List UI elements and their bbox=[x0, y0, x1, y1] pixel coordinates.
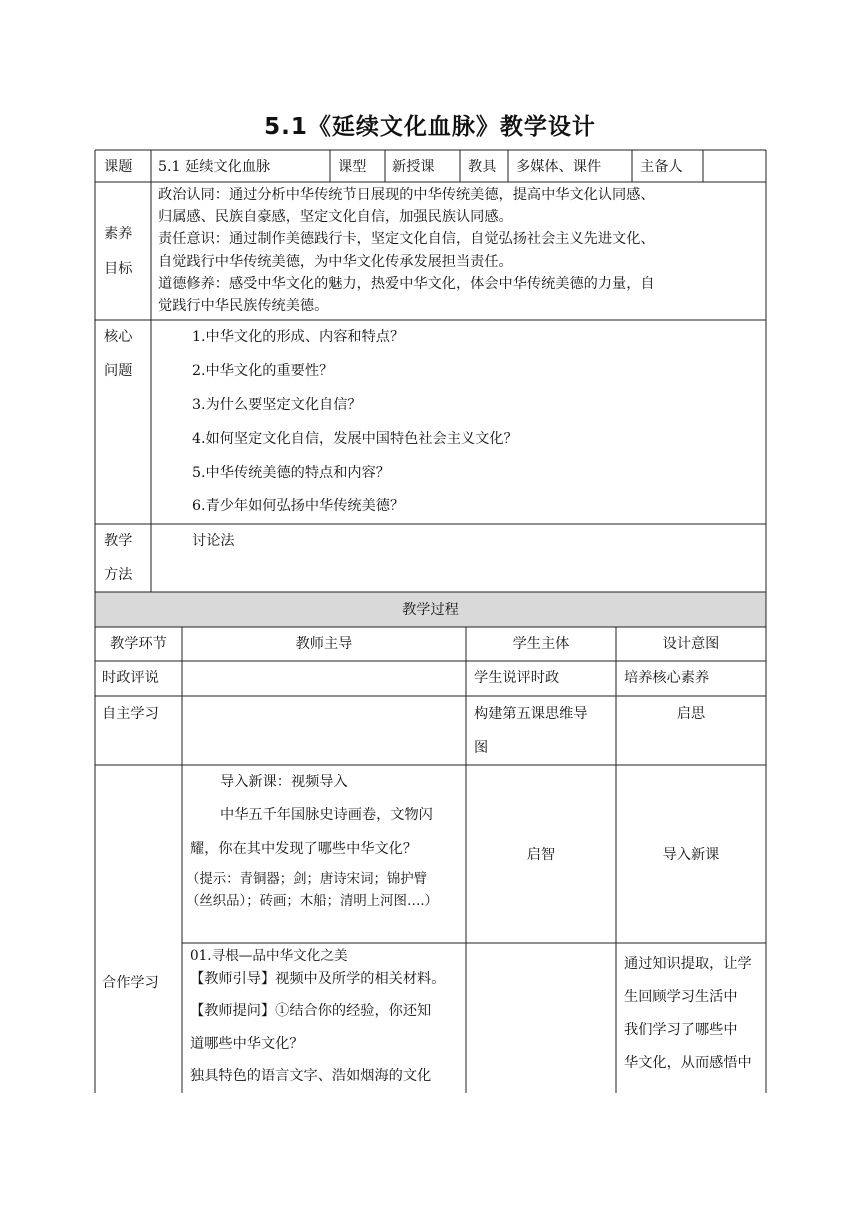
teacher-text-line: 道哪些中华文化？ bbox=[190, 1036, 304, 1052]
core-question: 4.如何坚定文化自信，发展中国特色社会主义文化？ bbox=[192, 431, 518, 447]
core-label-1: 核心 bbox=[104, 329, 133, 345]
teacher-text-line: 独具特色的语言文字、浩如烟海的文化 bbox=[190, 1068, 432, 1084]
table-row-student: 图 bbox=[474, 740, 489, 756]
topic-label: 课题 bbox=[104, 159, 133, 175]
teacher-text-line: （丝织品）；砖画；木船；清明上河图….） bbox=[186, 894, 438, 909]
author-label: 主备人 bbox=[640, 159, 683, 175]
method-value: 讨论法 bbox=[192, 533, 235, 549]
teacher-text-line: 中华五千年国脉史诗画卷，文物闪 bbox=[220, 807, 433, 823]
table-row-stage: 时政评说 bbox=[102, 670, 159, 686]
table-row-stage: 自主学习 bbox=[102, 706, 159, 722]
teacher-text-line: 【教师提问】①结合你的经验，你还知 bbox=[190, 1003, 432, 1019]
table-row-student: 学生说评时政 bbox=[474, 670, 560, 686]
table-row-student: 构建第五课思维导 bbox=[474, 706, 588, 722]
page-title: 5.1《延续文化血脉》教学设计 bbox=[264, 114, 596, 140]
column-header-teacher: 教师主导 bbox=[295, 636, 353, 652]
method-label-1: 教学 bbox=[104, 533, 133, 549]
core-question: 5.中华传统美德的特点和内容？ bbox=[192, 465, 390, 481]
teacher-text-line: 【教师引导】视频中及所学的相关材料。 bbox=[190, 971, 446, 987]
design-intent-line: 华文化，从而感悟中 bbox=[624, 1055, 752, 1071]
student-activity: 启智 bbox=[526, 847, 556, 863]
literacy-label-2: 目标 bbox=[104, 261, 133, 277]
literacy-line: 道德修养：感受中华文化的魅力，热爱中华文化，体会中华传统美德的力量，自 bbox=[158, 276, 655, 292]
core-question: 1.中华文化的形成、内容和特点？ bbox=[192, 329, 405, 345]
table-row-stage: 合作学习 bbox=[102, 975, 159, 991]
teaching-tools-value: 多媒体、课件 bbox=[516, 159, 602, 175]
table-row-intent: 启思 bbox=[676, 706, 706, 722]
design-intent-line: 生回顾学习生活中 bbox=[624, 989, 738, 1005]
teaching-tools-label: 教具 bbox=[468, 159, 497, 175]
column-header-stage: 教学环节 bbox=[110, 636, 167, 652]
table-row-intent: 培养核心素养 bbox=[624, 670, 710, 686]
literacy-line: 政治认同：通过分析中华传统节日展现的中华传统美德，提高中华文化认同感、 bbox=[158, 187, 655, 203]
method-label-2: 方法 bbox=[104, 567, 133, 583]
design-intent-line: 通过知识提取，让学 bbox=[624, 956, 752, 972]
teacher-text-line: 导入新课：视频导入 bbox=[220, 774, 348, 790]
process-header: 教学过程 bbox=[402, 602, 459, 618]
literacy-line: 自觉践行中华传统美德，为中华文化传承发展担当责任。 bbox=[158, 254, 513, 270]
teacher-text-line: 01.寻根—品中华文化之美 bbox=[190, 948, 348, 964]
column-header-student: 学生主体 bbox=[512, 636, 570, 652]
core-question: 3.为什么要坚定文化自信？ bbox=[192, 397, 362, 413]
teacher-text-line: 耀，你在其中发现了哪些中华文化？ bbox=[190, 841, 418, 857]
teacher-text-line: （提示：青铜器；剑；唐诗宋词；锦护臂 bbox=[186, 872, 428, 887]
design-intent: 导入新课 bbox=[662, 847, 720, 863]
literacy-line: 归属感、民族自豪感，坚定文化自信，加强民族认同感。 bbox=[158, 209, 513, 225]
lesson-type-value: 新授课 bbox=[392, 159, 435, 175]
core-question: 6.青少年如何弘扬中华传统美德？ bbox=[192, 498, 405, 514]
column-header-intent: 设计意图 bbox=[662, 636, 720, 652]
design-intent-line: 我们学习了哪些中 bbox=[624, 1022, 738, 1038]
core-label-2: 问题 bbox=[104, 363, 133, 379]
literacy-line: 责任意识：通过制作美德践行卡，坚定文化自信，自觉弘扬社会主义先进文化、 bbox=[158, 231, 655, 247]
topic-value: 5.1 延续文化血脉 bbox=[158, 159, 271, 175]
literacy-label-1: 素养 bbox=[104, 226, 133, 242]
lesson-type-label: 课型 bbox=[338, 159, 367, 175]
core-question: 2.中华文化的重要性？ bbox=[192, 363, 334, 379]
literacy-line: 觉践行中华民族传统美德。 bbox=[158, 298, 329, 314]
